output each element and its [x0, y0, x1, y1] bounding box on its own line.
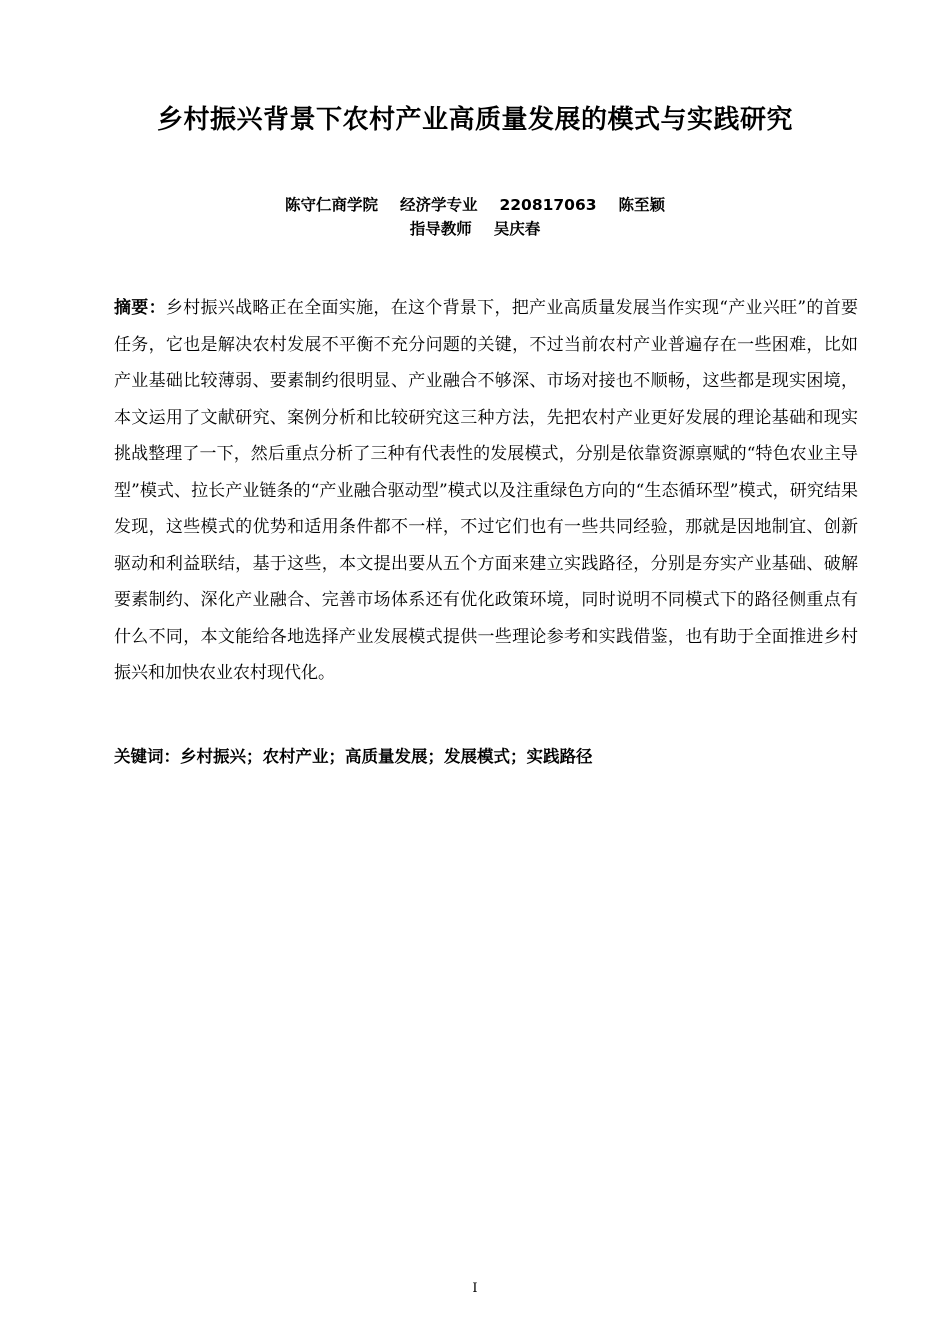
advisor-info — [60, 218, 890, 240]
keywords-line — [114, 741, 858, 773]
keywords-label: 关键词： — [114, 747, 180, 766]
student-id: 220817063 — [499, 196, 597, 214]
paper-title: 乡村振兴背景下农村产业高质量发展的模式与实践研究 — [156, 105, 793, 135]
page-number: I — [472, 1281, 478, 1296]
abstract-paragraph — [114, 290, 858, 692]
abstract-text: 乡村振兴战略正在全面实施，在这个背景下，把产业高质量发展当作实现“产业兴旺”的首要任务，它也是解决农村发展不平衡不充分问题的关键，不过当前农村产业普遍存在一些困难，比如产业基础比较薄弱、要素制约很明显、产业融合不够深、市场对接也不顺畅，这些都是现实困境，本文运用了文献研究、案例分析和比较研究这三种方法，先把农村产业更好发展的理论基础和现实挑战整理了一下，然后重点分析了三种有代表性的发展模式，分别是依靠资源禀赋的“特色农业主导型”模式、拉长产业链条的“产业融合驱动型”模式以及注重绿色方向的“生态循环型”模式，研究结果发现，这些模式的优势和适用条件都不一样，不过它们也有一些共同经验，那就是因地制宜、创新驱动和利益联结，基于这些，本文提出要从五个方面来建立实践路径，分别是夯实产业基础、破解要素制约、深化产业融合、完善市场体系还有优化政策环境，同时说明不同模式下的路径侧重点有什么不同，本文能给各地选择产业发展模式提供一些理论参考和实践借鉴，也有助于全面推进乡村振兴和加快农业农村现代化。 — [114, 298, 859, 683]
author-info — [60, 194, 890, 216]
advisor-label: 指导教师 — [409, 220, 472, 238]
major-name: 经济学专业 — [399, 196, 478, 214]
abstract-label: 摘要： — [114, 298, 166, 318]
advisor-name: 吴庆春 — [493, 220, 541, 238]
keywords-text: 乡村振兴；农村产业；高质量发展；发展模式；实践路径 — [180, 747, 593, 766]
college-name: 陈守仁商学院 — [284, 196, 378, 214]
author-name: 陈至颖 — [618, 196, 666, 214]
